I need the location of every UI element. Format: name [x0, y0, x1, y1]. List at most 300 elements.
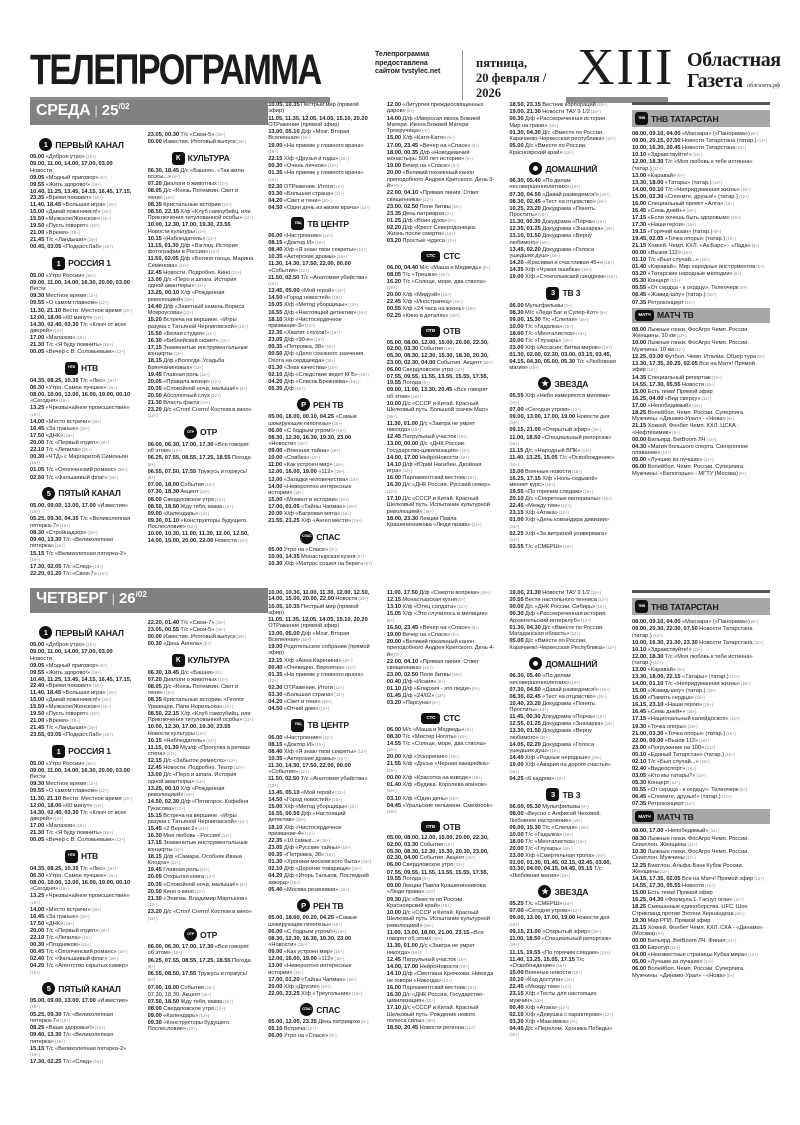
- channel-header: [632, 110, 770, 127]
- program-time: 13.30, 17.35, 20.25, 02.05: [631, 361, 700, 368]
- age-rating: (16+): [53, 1038, 65, 1044]
- age-rating: (16+): [198, 489, 210, 495]
- brand-name-line1: Областная: [687, 49, 781, 71]
- program-time: 11.30, 21.10: [30, 795, 63, 802]
- program-title: Х/ф «Анна Каренина»: [283, 657, 342, 664]
- program-title: День патриарха: [318, 1019, 360, 1026]
- program-title: «Конструкторы будущего. Послесловие»: [147, 517, 248, 531]
- program-row: [268, 497, 372, 503]
- program-title: «Самые шокирующие гипотезы»: [268, 414, 358, 427]
- домашний-logo-icon: [529, 657, 542, 670]
- age-rating: (12+): [563, 977, 575, 983]
- program-title: «Великий покаянный канон преподобного Андрея Критского. День 4-й»: [386, 638, 495, 658]
- channel-header: [632, 598, 770, 615]
- program-time: 17.00: [30, 823, 46, 830]
- program-time: 14.00, 17.00: [386, 964, 420, 971]
- program-title: Патрульный участок: [402, 434, 457, 441]
- program-time: 19.00: [509, 274, 525, 281]
- program-time: 19.00, 21.30: [509, 109, 543, 116]
- age-rating: (16+): [63, 920, 75, 926]
- program-row: [30, 392, 133, 405]
- age-rating: (16+): [102, 342, 113, 348]
- program-row: [509, 1026, 617, 1039]
- program-row: [148, 393, 254, 399]
- program-title: Парламентский вестник: [402, 475, 466, 482]
- age-rating: (12+): [673, 346, 685, 352]
- program-title: Новости Татарстана: [699, 639, 753, 646]
- матч-тв-logo-icon: МАТЧ: [635, 310, 654, 321]
- age-rating: (16+): [299, 636, 311, 642]
- program-row: [30, 161, 133, 174]
- program-title: Д/с «Секретные материалы»: [525, 496, 601, 503]
- program-time: 13.25, 00.10: [147, 785, 181, 792]
- program-title: Вечер на «Спасе»: [402, 163, 451, 170]
- program-time: 12.15: [147, 758, 164, 765]
- program-title: 07.30, 18.30. Акцент: [147, 991, 201, 998]
- age-rating: (6+): [214, 669, 223, 675]
- age-rating: (6+): [671, 429, 680, 435]
- program-row: [148, 909, 254, 922]
- age-rating: (16+): [331, 921, 342, 927]
- program-title: Свердловское утро: [163, 496, 215, 503]
- program-time: 12.00, 18.30: [631, 653, 665, 660]
- тнв-татарстан-logo-icon: ТНВ: [635, 112, 648, 125]
- program-title: Т/с «Освобождение»: [509, 956, 585, 970]
- brand-logo: [687, 50, 800, 96]
- program-time: 00.30: [147, 641, 164, 648]
- program-time: 10.30: [631, 849, 648, 856]
- age-rating: (12+): [752, 639, 764, 645]
- program-row: [509, 427, 617, 433]
- program-row: [30, 419, 133, 425]
- program-row: [148, 641, 254, 647]
- age-rating: (16+): [92, 1059, 104, 1065]
- program-title: «За гранью»: [45, 425, 79, 432]
- program-row: [268, 462, 372, 468]
- program-title: «Доброе утро»: [45, 154, 85, 160]
- program-title: Т/с «Ополченский романс»: [45, 949, 117, 956]
- program-time: 00.05: [30, 349, 46, 356]
- program-time: 06.30: [30, 384, 46, 391]
- channel-name: МАТЧ ТВ: [656, 310, 694, 321]
- channel-name: ОТР: [200, 929, 218, 940]
- program-time: 06.00: [268, 1033, 284, 1040]
- age-rating: (12+): [216, 181, 228, 186]
- channel-header: [148, 152, 254, 165]
- program-time: 00.30: [509, 116, 525, 123]
- age-rating: (16+): [386, 285, 397, 291]
- program-time: 14.30, 02.40, 03.30: [30, 809, 80, 816]
- program-time: 04.35, 08.25, 10.35: [30, 377, 80, 384]
- пятый-канал-logo-icon: 5: [42, 487, 55, 500]
- program-time: 10.30: [268, 560, 284, 567]
- age-rating: (12+): [602, 1011, 614, 1017]
- program-row: [387, 971, 495, 984]
- program-time: 10.35: [268, 755, 284, 762]
- channel-header: [632, 809, 770, 824]
- age-rating: (12+): [705, 436, 717, 442]
- program-row: [268, 233, 372, 239]
- пятый-канал-logo-icon: 5: [42, 982, 55, 995]
- program-time: 07.00, 18.00: [147, 984, 181, 991]
- program-title: Д/с «Завтра не умрет никогда»: [386, 420, 476, 434]
- program-time: 22.45: [509, 984, 525, 991]
- program-time: 15.00: [386, 135, 403, 142]
- program-title: События: [419, 346, 444, 353]
- program-row: [632, 375, 770, 381]
- program-time: 00.35: [268, 852, 284, 859]
- age-rating: (16+): [170, 950, 182, 956]
- program-time: 09.00: [268, 448, 284, 455]
- program-row: [387, 204, 495, 210]
- program-time: 12.00, 18.30: [631, 159, 665, 166]
- age-rating: (16+): [268, 148, 279, 154]
- program-time: 09.00, 11.00, 13.30, 20.45: [386, 387, 454, 394]
- program-time: 09.15, 21.00: [509, 928, 543, 935]
- program-title: Т/с «Менталистка»: [525, 838, 576, 845]
- channel-name: ТВ 3: [562, 789, 581, 800]
- program-row: [268, 344, 372, 350]
- age-rating: (16+): [348, 476, 360, 482]
- рен-тв-logo-icon: Р: [297, 398, 310, 411]
- program-title: «Вечер с В. Соловьевым»: [45, 837, 115, 844]
- program-time: 08.00, 09.10, 04.00: [631, 131, 682, 137]
- program-title: Т/с «Моя любовь к тебе истинна» (татар.): [631, 653, 753, 667]
- age-rating: (12+): [711, 179, 723, 185]
- age-rating: (12+): [708, 828, 720, 834]
- program-title: Д/с «Стоп! Снято! Костюм в кино»: [163, 407, 252, 414]
- age-rating: (16+): [314, 741, 325, 747]
- age-rating: (12+): [220, 833, 232, 839]
- program-title: «Мой герой»: [301, 288, 335, 295]
- age-rating: (16+): [69, 718, 80, 724]
- program-title: Д/ф «Мозг. Вторая Вселенная»: [268, 129, 350, 142]
- program-time: 23.35: [386, 210, 403, 217]
- program-time: 01.25: [386, 217, 403, 224]
- program-title: Новости Татарстана (татар.): [631, 626, 753, 639]
- program-title: «60 минут»: [62, 314, 93, 321]
- program-title: Вести: [30, 774, 46, 781]
- program-title: Биатлон. Альфа-Банк Кубок России. Женщины: [631, 862, 744, 875]
- program-time: 00.35: [268, 344, 284, 351]
- program-title: Поле битвы: [419, 203, 451, 210]
- program-row: [268, 804, 372, 810]
- program-time: 15.15: [30, 1045, 46, 1052]
- age-rating: (6+): [676, 667, 685, 673]
- program-time: 16.20: [386, 278, 403, 285]
- program-time: 18.15: [147, 853, 164, 860]
- program-time: 19.15: [631, 229, 648, 236]
- program-title: «Время»: [45, 230, 70, 237]
- program-row: [632, 828, 770, 834]
- program-time: 08.50, 22.15: [147, 710, 181, 717]
- program-row: [30, 230, 133, 236]
- program-title: Т/с «Свои-5»: [180, 627, 215, 634]
- program-time: 11.05, 11.35, 12.05, 14.05, 15.10, 20.20: [268, 115, 368, 122]
- age-rating: (16+): [183, 296, 195, 302]
- program-title: Свердловское утро: [163, 1005, 215, 1012]
- program-time: 11.45, 00.30: [509, 714, 542, 721]
- column-6: [632, 100, 770, 578]
- program-time: 16.15, 23.10: [631, 702, 665, 709]
- program-time: 09.00, 13.00, 17.00, 19.00: [509, 413, 577, 420]
- program-time: 01.35: [268, 671, 284, 678]
- brand-name-line2: Газета: [687, 69, 743, 92]
- program-time: 17.15: [631, 716, 648, 723]
- program-row: [30, 342, 133, 348]
- program-title: Вечер на «Спасе»: [402, 631, 451, 638]
- program-title: «Все говорят об этом»: [147, 944, 250, 957]
- program-time: 00.30: [509, 611, 525, 618]
- program-time: 22.10: [30, 934, 46, 941]
- program-row: [148, 711, 254, 724]
- age-rating: (16+): [705, 688, 717, 694]
- program-time: 13.10, 01.50: [509, 233, 543, 240]
- program-time: 09.40, 13.30: [30, 1032, 63, 1039]
- program-row: [268, 991, 372, 997]
- program-row: [148, 670, 254, 676]
- program-time: 02.25: [509, 530, 525, 537]
- program-row: [268, 644, 372, 657]
- program-row: [509, 109, 617, 115]
- program-time: 20.00: [30, 927, 46, 934]
- program-time: 02.30: [268, 183, 284, 190]
- program-time: 11.40, 18.45: [30, 202, 63, 209]
- channel-name: ДОМАШНИЙ: [545, 163, 598, 174]
- program-title: М/с «Маша и Медведь»: [402, 726, 465, 733]
- program-row: [632, 959, 770, 965]
- program-row: [387, 496, 495, 515]
- day-name: СРЕДА: [36, 102, 91, 119]
- program-title: ОТРажение. Итоги: [283, 685, 333, 692]
- age-rating: (0+): [732, 271, 742, 277]
- program-title: Х/ф «Небо измеряется милями»: [525, 393, 611, 400]
- age-rating: (12+): [162, 194, 174, 200]
- age-rating: (16+): [75, 823, 87, 829]
- program-row: [509, 776, 617, 782]
- age-rating: (16+): [571, 970, 582, 976]
- channel-header: [268, 217, 372, 230]
- program-title: Т/с «Освобождение»: [559, 455, 615, 462]
- program-row: [268, 143, 372, 156]
- age-rating: (12+): [305, 1026, 317, 1032]
- program-time: 10.00: [386, 400, 403, 407]
- program-row: [387, 441, 495, 454]
- program-row: [268, 337, 372, 343]
- program-title: «Свет и тени»: [283, 197, 321, 204]
- age-rating: (16+): [704, 381, 715, 387]
- program-row: [387, 672, 495, 678]
- channel-header: [30, 487, 133, 500]
- age-rating: (12+): [52, 328, 63, 334]
- program-row: [148, 677, 254, 683]
- age-rating: (16+): [78, 913, 90, 919]
- program-time: 10.00: [386, 910, 403, 917]
- program-row: [30, 530, 133, 536]
- channel-header: [30, 362, 133, 375]
- channel-name: СТС: [443, 713, 461, 724]
- age-rating: (16+): [465, 475, 477, 481]
- age-rating: (12+): [669, 945, 681, 951]
- program-title: «Конструкторы будущего. Послесловие»: [147, 1019, 231, 1033]
- age-rating: (12+): [356, 748, 368, 754]
- program-time: 11.30, 21.10: [30, 307, 63, 314]
- program-title: «Споемте, друзья!» (татар.): [647, 793, 721, 800]
- age-rating: (16+): [319, 983, 331, 989]
- program-time: 22.00, 04.10: [386, 190, 420, 197]
- program-title: «Доктор И»: [283, 741, 315, 748]
- program-row: [30, 677, 133, 690]
- program-row: [148, 139, 254, 145]
- program-title: Т/с «Менталистка»: [525, 330, 576, 337]
- age-rating: (12+): [691, 646, 703, 652]
- age-rating: (16+): [538, 239, 550, 245]
- age-rating: (12+): [192, 364, 204, 370]
- program-time: 09.00: [386, 883, 403, 890]
- age-rating: (16+): [437, 271, 449, 277]
- age-rating: (12+): [756, 138, 768, 144]
- program-time: 00.30: [268, 163, 284, 170]
- age-rating: (12+): [197, 826, 209, 832]
- program-time: 20.10: [509, 496, 525, 503]
- program-row: [30, 823, 133, 829]
- program-row: [148, 531, 254, 544]
- program-row: [268, 672, 372, 685]
- age-rating: (12+): [560, 503, 572, 509]
- age-rating: (12+): [214, 1005, 226, 1011]
- program-row: [268, 254, 372, 260]
- program-time: 23.20: [147, 407, 164, 414]
- age-rating: (12+): [208, 249, 220, 255]
- program-row: [148, 958, 254, 971]
- program-time: 12.00, 16.00, 19.00: [268, 469, 319, 476]
- program-time: 10.40, 23.20: [509, 700, 543, 707]
- age-rating: (12+): [226, 758, 238, 764]
- age-rating: (16+): [549, 748, 560, 754]
- program-title: Х/ф «Ноль-седьмой» меняет курс»: [509, 475, 598, 489]
- program-row: [148, 304, 254, 317]
- program-title: Х/ф «Чистосердечное призвание-3»: [268, 316, 342, 330]
- program-time: 20.00: [386, 754, 403, 761]
- age-rating: (12+): [334, 789, 346, 795]
- program-row: [30, 564, 133, 570]
- program-time: 05.00, 08.00, 12.00, 15.00, 20.00, 22.30, 02.00, 03.30: [386, 835, 489, 848]
- program-row: [387, 292, 495, 298]
- program-row: [30, 725, 133, 731]
- program-time: 08.30: [631, 835, 648, 842]
- program-time: 09.00, 20.30, 22.30, 07.50: [631, 626, 700, 633]
- program-row: [509, 345, 617, 351]
- program-row: [268, 386, 372, 392]
- program-title: «На приеме у главного врача»: [283, 671, 364, 678]
- program-title: Д/ф «Рассекреченная история. Мир на грани»: [509, 116, 607, 129]
- program-title: Т/с «Солнце, море, два ствола»: [402, 278, 487, 285]
- program-title: Х/ф «Иностранец»: [402, 299, 452, 306]
- program-row: [509, 226, 617, 232]
- program-title: Х/ф «Максимка»: [525, 1018, 569, 1025]
- channel-name: ЗВЕЗДА: [554, 378, 589, 389]
- age-rating: (16+): [458, 964, 470, 970]
- program-row: [148, 999, 254, 1005]
- program-title: Новости. Подробно. Театр: [163, 765, 233, 772]
- program-title: Мультфильмы: [542, 804, 581, 811]
- program-time: 12.45: [386, 434, 403, 441]
- program-title: «Утро. Самое лучшее»: [45, 872, 107, 879]
- program-title: Х/ф «Красотка на взводе»: [402, 774, 472, 781]
- program-title: Т/с «Непридуманная жизнь»: [664, 681, 740, 688]
- program-row: [268, 984, 372, 990]
- age-rating: (16+): [86, 725, 98, 731]
- program-row: [30, 322, 133, 335]
- column-5: [509, 100, 617, 578]
- program-time: 00.40: [509, 1004, 525, 1011]
- age-rating: (16+): [292, 969, 304, 975]
- age-rating: (12+): [172, 846, 184, 852]
- program-time: 03.00: [631, 945, 648, 952]
- program-time: 10.00: [631, 340, 648, 347]
- program-time: 05.00: [631, 959, 648, 966]
- age-rating: (12+): [596, 597, 608, 603]
- program-row: [268, 448, 372, 454]
- program-title: «Мужское/Женское»: [45, 704, 100, 711]
- program-row: [268, 749, 372, 755]
- program-title: Д/ф «90-е»: [283, 337, 314, 344]
- program-time: 17.15: [147, 344, 164, 351]
- age-rating: (16+): [78, 425, 90, 431]
- program-row: [268, 797, 372, 803]
- program-title: НейроНовости: [419, 454, 459, 461]
- program-title: М/с «Маша и Медведь»: [419, 264, 482, 271]
- age-rating: (16+): [105, 202, 117, 208]
- program-row: [148, 765, 254, 771]
- program-time: 05.00: [509, 638, 525, 645]
- program-row: [509, 267, 617, 273]
- program-time: 01.30, 02.00, 02.30, 03.00, 03.15, 03.45, 04.15, 04.30, 05.00, 05.30: [509, 352, 612, 365]
- age-rating: (12+): [199, 399, 211, 405]
- program-title: «Каравай»: [647, 667, 677, 674]
- program-row: [387, 897, 495, 910]
- program-row: [30, 1046, 133, 1059]
- program-title: Вести. Местное время: [62, 795, 122, 802]
- column-1: [30, 588, 133, 1088]
- program-row: [387, 700, 495, 706]
- program-row: [30, 405, 133, 418]
- channel-header: [148, 928, 254, 941]
- program-time: 13.30, 01.50: [509, 728, 543, 735]
- age-rating: (12+): [205, 737, 217, 743]
- program-title: «О самом главном»: [45, 788, 98, 795]
- program-time: 01.30: [268, 859, 284, 866]
- age-rating: (16+): [698, 737, 710, 743]
- program-time: 22.15: [268, 156, 284, 162]
- program-title: Х/ф «Тесты для настоящих мужчин»: [509, 991, 597, 1004]
- program-row: [268, 129, 372, 142]
- program-time: 17.00, 01.05: [268, 504, 301, 511]
- age-rating: (12+): [464, 1025, 475, 1031]
- age-rating: (6+): [431, 700, 440, 706]
- program-time: 00.45, 03.05: [30, 244, 63, 251]
- program-row: [632, 173, 770, 179]
- program-time: 14.00, 00.10: [631, 186, 665, 193]
- age-rating: (12+): [162, 690, 174, 696]
- channel-header: [509, 377, 617, 390]
- channel-name: ОТВ: [443, 326, 461, 337]
- age-rating: (16+): [603, 721, 615, 727]
- program-row: [632, 925, 770, 938]
- program-time: 07.35: [631, 801, 648, 808]
- program-title: Д/ф «Юрий Нагибин. Двойная игра»: [386, 461, 482, 475]
- program-time: 04.00: [631, 952, 648, 959]
